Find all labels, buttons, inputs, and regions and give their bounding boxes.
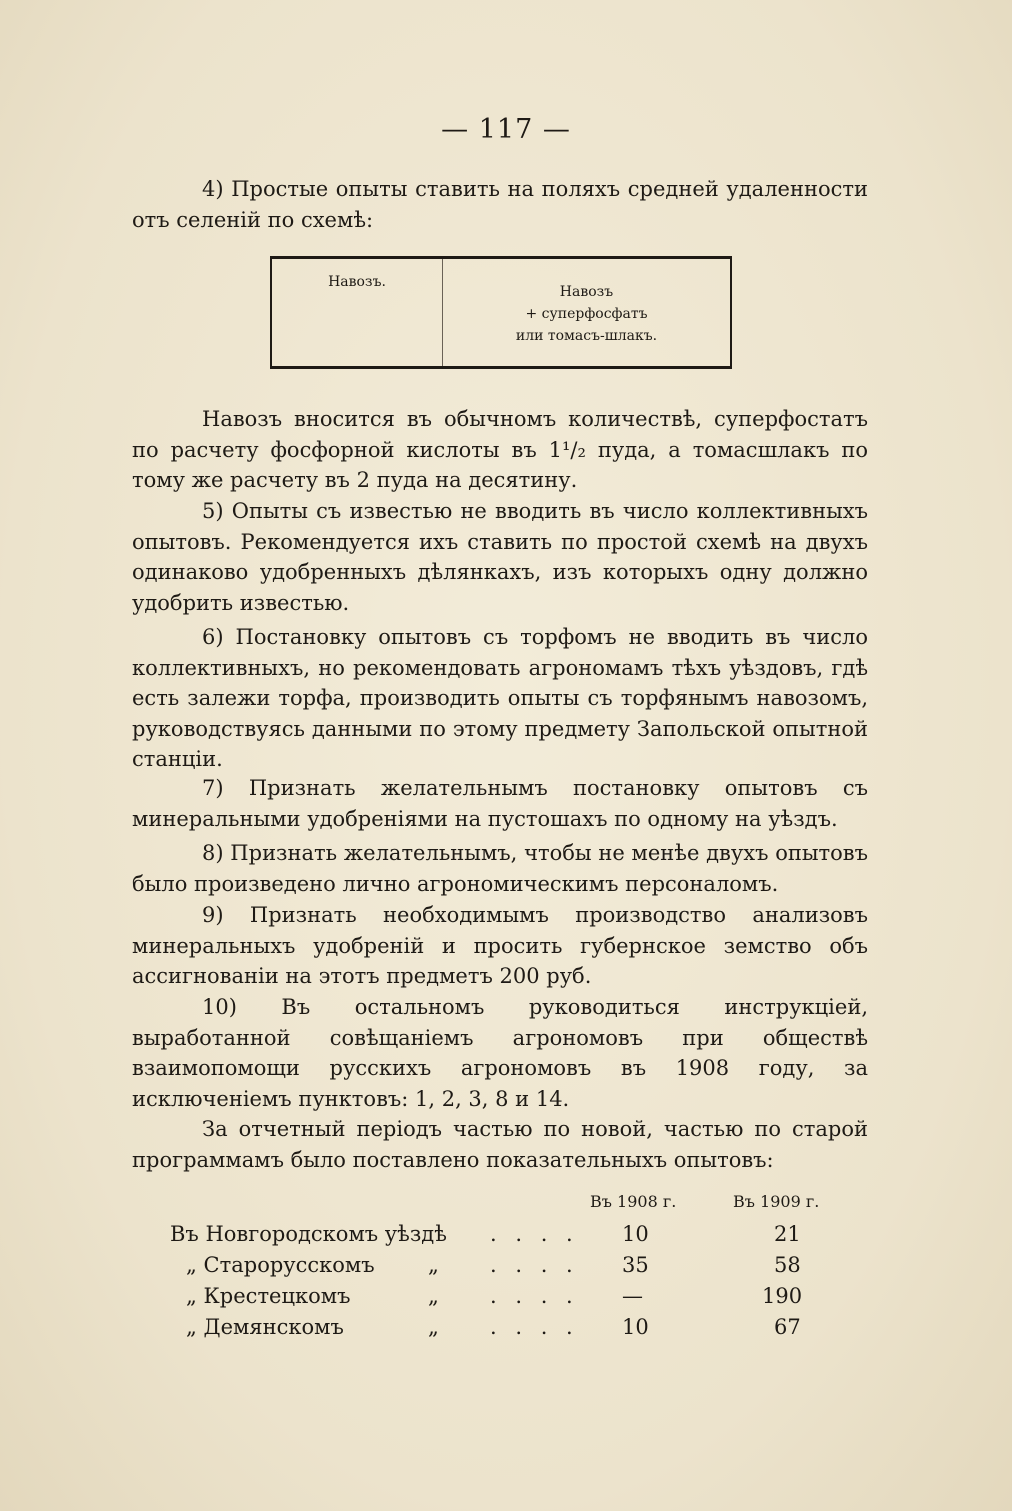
scheme-line: или томасъ-шлакъ. bbox=[515, 328, 658, 344]
leader-dots: . . . . bbox=[490, 1315, 579, 1339]
district-label: „ Старорусскомъ bbox=[186, 1253, 375, 1277]
column-header-1909: Въ 1909 г. bbox=[733, 1192, 820, 1211]
scheme-line: Навозъ bbox=[559, 284, 614, 300]
district-label: „ Демянскомъ bbox=[186, 1315, 344, 1339]
district-label: Въ Новгородскомъ уѣздѣ bbox=[170, 1222, 447, 1246]
experiment-scheme-table bbox=[270, 256, 732, 369]
value-1908: 10 bbox=[622, 1222, 649, 1246]
paragraph-item-6: 6) Постановку опытовъ съ торфомъ не вводить въ число коллективныхъ, но рекомендовать агрономамъ тѣхъ уѣздовъ, гдѣ есть залежи торфа, производить опыты съ торфянымъ навозомъ, руководствуясь данными по этому предмету Запольской опытной станціи. bbox=[132, 625, 868, 771]
value-1909: 21 bbox=[774, 1222, 801, 1246]
stats-row bbox=[170, 1222, 870, 1252]
paragraph-item-5: 5) Опыты съ известью не вводить въ число коллективныхъ опытовъ. Рекомендуется ихъ ставить по простой схемѣ на двухъ одинаково удобренныхъ дѣлянкахъ, изъ которыхъ одну должно удобрить известью. bbox=[132, 499, 868, 615]
paragraph-item-8: 8) Признать желательнымъ, чтобы не менѣе двухъ опытовъ было произведено лично агрономическимъ персоналомъ. bbox=[132, 841, 868, 896]
ditto-mark: „ bbox=[428, 1253, 439, 1277]
stats-row bbox=[170, 1284, 870, 1314]
page-number: — 117 — bbox=[441, 114, 571, 145]
value-1908: — bbox=[622, 1284, 643, 1308]
paragraph-fertilizer-rates: Навозъ вносится въ обычномъ количествѣ, суперфостатъ по расчету фосфорной кислоты въ 1¹/₂ пуда, а томасшлакъ по тому же расчету въ 2 пуда на десятину. bbox=[132, 407, 868, 492]
stats-row bbox=[170, 1315, 870, 1345]
value-1909: 58 bbox=[774, 1253, 801, 1277]
stats-row bbox=[170, 1253, 870, 1283]
paragraph-reporting-period: За отчетный періодъ частью по новой, частью по старой программамъ было поставлено показательныхъ опытовъ: bbox=[132, 1117, 868, 1172]
paragraph-item-9: 9) Признать необходимымъ производство анализовъ минеральныхъ удобреній и просить губернское земство объ ассигнованіи на этотъ предметъ 200 руб. bbox=[132, 903, 868, 988]
scheme-line: + суперфосфатъ bbox=[525, 306, 648, 322]
value-1908: 35 bbox=[622, 1253, 649, 1277]
ditto-mark: „ bbox=[428, 1284, 439, 1308]
scheme-column-manure-plus-fertilizer bbox=[443, 259, 730, 366]
district-label: „ Крестецкомъ bbox=[186, 1284, 351, 1308]
leader-dots: . . . . bbox=[490, 1284, 579, 1308]
value-1909: 190 bbox=[762, 1284, 803, 1308]
leader-dots: . . . . bbox=[490, 1253, 579, 1277]
paragraph-item-7: 7) Признать желательнымъ постановку опытовъ съ минеральными удобреніями на пустошахъ по одному на уѣздъ. bbox=[132, 776, 868, 831]
item-4-text: 4) Простые опыты ставить на поляхъ средней удаленности отъ селеній по схемѣ: bbox=[132, 177, 868, 232]
column-header-1908: Въ 1908 г. bbox=[590, 1192, 677, 1211]
paragraph-item-10: 10) Въ остальномъ руководиться инструкціей, выработанной совѣщаніемъ агрономовъ при обществѣ взаимопомощи русскихъ агрономовъ въ 1908 году, за исключеніемъ пунктовъ: 1, 2, 3, 8 и 14. bbox=[132, 995, 868, 1111]
scheme-column-manure: Навозъ. bbox=[272, 259, 443, 366]
ditto-mark: „ bbox=[428, 1315, 439, 1339]
leader-dots: . . . . bbox=[490, 1222, 579, 1246]
value-1908: 10 bbox=[622, 1315, 649, 1339]
value-1909: 67 bbox=[774, 1315, 801, 1339]
